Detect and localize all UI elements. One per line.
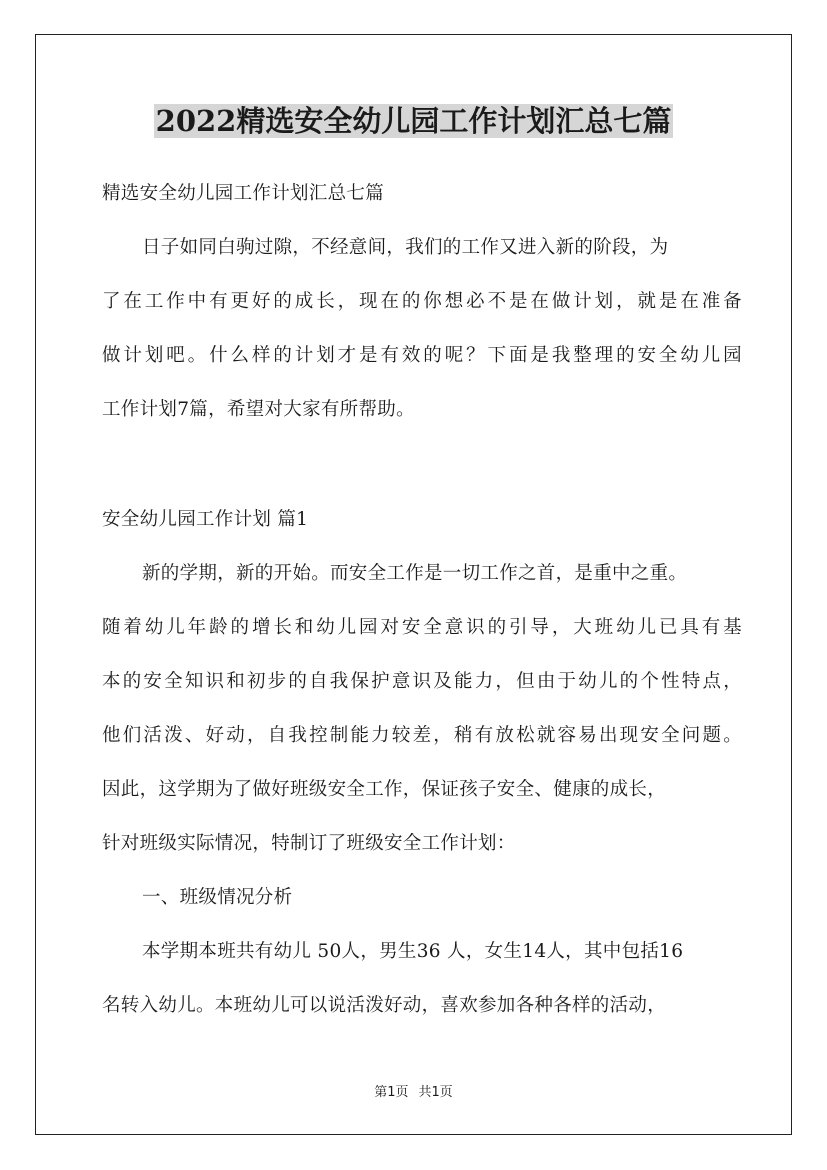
page-number: 第1页 <box>374 1085 409 1100</box>
document-subtitle: 精选安全幼儿园工作计划汇总七篇 <box>102 183 385 204</box>
intro-line-1: 日子如同白驹过隙，不经意间，我们的工作又进入新的阶段，为 <box>142 237 669 258</box>
paragraph-line: 本学期本班共有幼儿 50人，男生36 人，女生14人，其中包括16 <box>142 941 684 962</box>
sub-heading: 一、班级情况分析 <box>142 887 293 908</box>
section-heading: 安全幼儿园工作计划 篇1 <box>102 509 309 530</box>
paragraph-line: 他们活泼、好动，自我控制能力较差，稍有放松就容易出现安全问题。 <box>102 725 742 746</box>
intro-line-4: 工作计划7篇，希望对大家有所帮助。 <box>102 399 415 420</box>
paragraph-line: 随着幼儿年龄的增长和幼儿园对安全意识的引导，大班幼儿已具有基 <box>102 617 742 638</box>
page-total: 共1页 <box>418 1085 453 1100</box>
paragraph-line: 名转入幼儿。本班幼儿可以说活泼好动，喜欢参加各种各样的活动， <box>102 995 667 1016</box>
paragraph-line: 新的学期，新的开始。而安全工作是一切工作之首，是重中之重。 <box>142 563 688 584</box>
paragraph-line: 针对班级实际情况，特制订了班级安全工作计划： <box>102 833 516 854</box>
document-title: 2022精选安全幼儿园工作计划汇总七篇 <box>155 104 672 138</box>
intro-line-2: 了在工作中有更好的成长，现在的你想必不是在做计划，就是在准备 <box>102 291 742 312</box>
paragraph-line: 本的安全知识和初步的自我保护意识及能力，但由于幼儿的个性特点， <box>102 671 742 692</box>
paragraph-line: 因此，这学期为了做好班级安全工作，保证孩子安全、健康的成长， <box>102 779 667 800</box>
intro-line-3: 做计划吧。什么样的计划才是有效的呢？下面是我整理的安全幼儿园 <box>102 345 742 366</box>
page-footer <box>0 1083 827 1103</box>
